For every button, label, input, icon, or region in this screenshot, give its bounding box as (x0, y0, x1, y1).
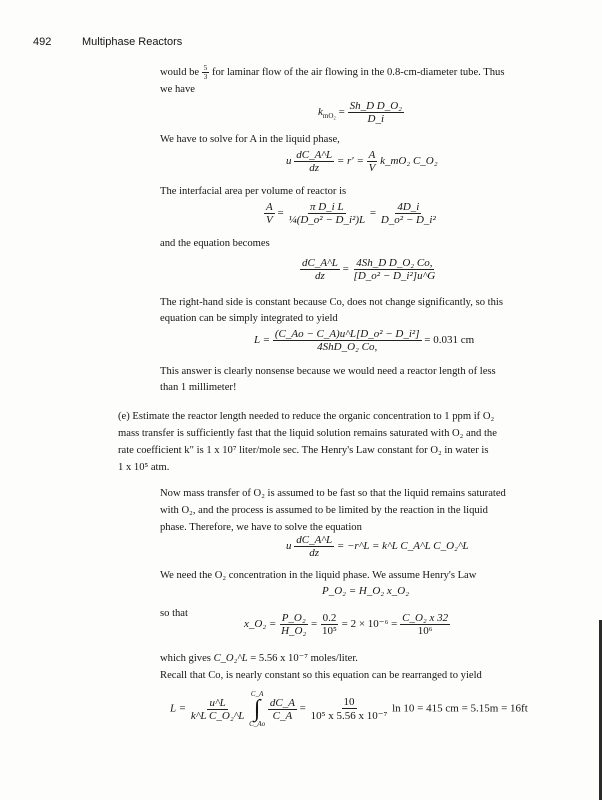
paragraph-line: phase. Therefore, we have to solve the equation (160, 522, 362, 533)
paragraph-line: equation can be simply integrated to yield (160, 313, 338, 324)
equation-2: u $\frac{dC\_A\^{}L}{dz}$ = r′ = $\frac{A}{V}$ k_mO₂ C_O₂ (286, 149, 438, 174)
paragraph-line: so that (160, 608, 188, 619)
paragraph-line: which gives C_O₂^L = 5.56 x 10⁻⁷ moles/liter. (160, 653, 358, 664)
running-title: Multiphase Reactors (82, 36, 183, 48)
part-e-line: rate coefficient k″ is 1 x 10⁷ liter/mole sec. The Henry's Law constant for O₂ in water is (118, 445, 489, 456)
paragraph-line: We need the O₂ concentration in the liquid phase. We assume Henry's Law (160, 570, 477, 581)
paragraph-line: Recall that Co, is nearly constant so this equation can be rearranged to yield (160, 670, 482, 681)
paragraph-line: and the equation becomes (160, 238, 270, 249)
fraction: $\frac{5}{3}$ (203, 64, 208, 82)
paragraph-line: than 1 millimeter! (160, 382, 237, 393)
equation-3: $\frac{A}{V}$ = $\frac{\text{π D\_i L}}{\text{¼(D\_o² − D\_i²)L}}$ = $\frac{4D\_i}{\text{D\_o² − D\_i²}}$ (266, 201, 436, 226)
paragraph-line: The right-hand side is constant because Co, does not change significantly, so this (160, 297, 503, 308)
paragraph-line: The interfacial area per volume of reactor is (160, 186, 347, 197)
equation-6: u $\frac{dC\_A\^{}L}{dz}$ = −r^L = k^L C_A^L C_O₂^L (286, 534, 469, 559)
paragraph-line: with O₂, and the process is assumed to be limited by the reaction in the liquid (160, 505, 488, 516)
paragraph-line: Now mass transfer of O₂ is assumed to be fast so that the liquid remains saturated (160, 488, 506, 499)
equation-9: L = $\frac{u\^{}L}{\text{k\textasciicircum{}L C\_O₂\textasciicircum{}L}}$ C_A ∫ C_Ao $\frac{dC\_A}{C\_A}$ = $\frac{10}{\text{10⁵ x 5.56 x 10⁻⁷}}$ ln 10 = 415 cm = 5.15m = 16ft (170, 690, 528, 728)
paragraph-line: we have (160, 84, 195, 95)
page-number: 492 (33, 36, 52, 48)
equation-4: $\frac{dC\_A\^{}L}{dz}$ = $\frac{\text{4Sh\_D D\_O₂ Co,}}{\text{[D\_o² − D\_i²]u\textasciicircum{}G}}$ (302, 257, 436, 282)
paragraph-line: would be $\frac{5}{3}$ for laminar flow of the air flowing in the 0.8-cm-diameter tube. Thus (160, 64, 505, 82)
integral-sign: C_A ∫ C_Ao (249, 690, 266, 728)
equation-8: x_O₂ = $\frac{\text{P\_O₂}}{\text{H\_O₂}}$ = $\frac{0.2}{\text{10⁵}}$ = 2 × 10⁻⁶ = $\frac{\text{C\_O₂ x 32}}{\text{10⁶}}$ (244, 612, 449, 637)
equation-1: $k_{mO_2}$ = $\frac{\text{Sh\_D D\_O₂}}{D\_i}$ (318, 100, 402, 125)
equation-5: L = $\frac{\text{(C\_Ao − C\_A)u\textasciicircum{}L[D\_o² − D\_i²]}}{\text{4ShD\_O₂ Co,}}$ = 0.031 cm (254, 328, 475, 353)
part-e-line: 1 x 10⁵ atm. (118, 462, 170, 473)
part-e-line: (e) Estimate the reactor length needed to reduce the organic concentration to 1 ppm if O₂ (118, 411, 495, 422)
paragraph-line: This answer is clearly nonsense because we would need a reactor length of less (160, 366, 496, 377)
paragraph-line: We have to solve for A in the liquid phase, (160, 134, 340, 145)
equation-7: P_O₂ = H_O₂ x_O₂ (322, 585, 410, 597)
part-e-line: mass transfer is sufficiently fast that the liquid solution remains saturated with O₂ and the (118, 428, 497, 439)
